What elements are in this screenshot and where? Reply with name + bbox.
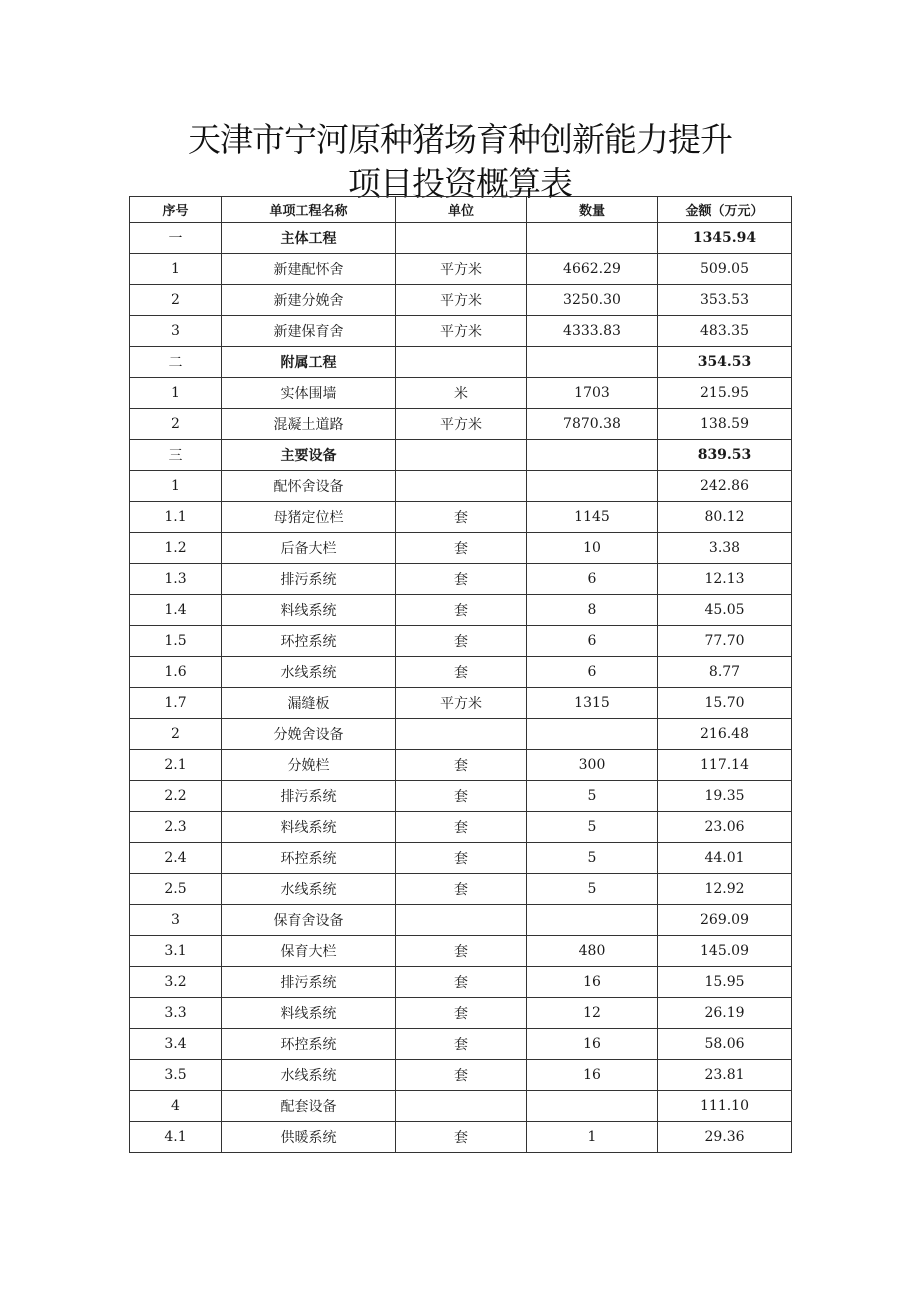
row-quantity: 1703 <box>527 378 658 409</box>
row-unit <box>396 471 527 502</box>
table-row <box>130 688 792 719</box>
row-item-name: 主要设备 <box>222 440 396 471</box>
header-unit: 单位 <box>396 197 527 223</box>
row-item-name: 环控系统 <box>222 1029 396 1060</box>
row-item-name: 分娩舍设备 <box>222 719 396 750</box>
row-item-name: 实体围墙 <box>222 378 396 409</box>
table-row <box>130 533 792 564</box>
row-quantity <box>527 347 658 378</box>
row-quantity: 480 <box>527 936 658 967</box>
row-amount: 111.10 <box>658 1091 792 1122</box>
row-serial: 1.1 <box>130 502 222 533</box>
row-item-name: 水线系统 <box>222 657 396 688</box>
row-serial: 1 <box>130 378 222 409</box>
row-amount: 26.19 <box>658 998 792 1029</box>
row-quantity: 16 <box>527 967 658 998</box>
row-serial: 3.4 <box>130 1029 222 1060</box>
row-unit: 套 <box>396 595 527 626</box>
table-row <box>130 936 792 967</box>
table-row <box>130 967 792 998</box>
row-item-name: 保育大栏 <box>222 936 396 967</box>
header-quantity: 数量 <box>527 197 658 223</box>
row-quantity <box>527 223 658 254</box>
row-quantity: 4662.29 <box>527 254 658 285</box>
row-amount: 483.35 <box>658 316 792 347</box>
row-quantity: 10 <box>527 533 658 564</box>
table-row <box>130 812 792 843</box>
row-serial: 2.1 <box>130 750 222 781</box>
row-serial: 2 <box>130 285 222 316</box>
table-row <box>130 874 792 905</box>
document-title-line2: 项目投资概算表 <box>348 164 572 203</box>
row-unit: 套 <box>396 998 527 1029</box>
table-row <box>130 347 792 378</box>
row-amount: 19.35 <box>658 781 792 812</box>
row-unit: 平方米 <box>396 285 527 316</box>
row-unit: 套 <box>396 1060 527 1091</box>
table-row <box>130 998 792 1029</box>
table-row <box>130 316 792 347</box>
row-quantity: 3250.30 <box>527 285 658 316</box>
row-item-name: 新建分娩舍 <box>222 285 396 316</box>
row-serial: 3.2 <box>130 967 222 998</box>
header-amount: 金额（万元） <box>658 197 792 223</box>
row-serial: 三 <box>130 440 222 471</box>
header-serial: 序号 <box>130 197 222 223</box>
header-item-name: 单项工程名称 <box>222 197 396 223</box>
row-item-name: 配怀舍设备 <box>222 471 396 502</box>
row-amount: 242.86 <box>658 471 792 502</box>
row-serial: 二 <box>130 347 222 378</box>
row-item-name: 料线系统 <box>222 595 396 626</box>
row-serial: 2.2 <box>130 781 222 812</box>
row-item-name: 新建配怀舍 <box>222 254 396 285</box>
table-body <box>130 223 792 1153</box>
row-amount: 15.70 <box>658 688 792 719</box>
row-serial: 4.1 <box>130 1122 222 1153</box>
row-serial: 1.4 <box>130 595 222 626</box>
row-unit <box>396 223 527 254</box>
row-amount: 1345.94 <box>658 223 792 254</box>
row-amount: 117.14 <box>658 750 792 781</box>
row-quantity: 6 <box>527 657 658 688</box>
row-item-name: 主体工程 <box>222 223 396 254</box>
row-serial: 1.5 <box>130 626 222 657</box>
row-quantity: 7870.38 <box>527 409 658 440</box>
row-amount: 353.53 <box>658 285 792 316</box>
row-serial: 2.4 <box>130 843 222 874</box>
table-row <box>130 626 792 657</box>
row-unit: 套 <box>396 874 527 905</box>
table-row <box>130 378 792 409</box>
row-unit: 平方米 <box>396 254 527 285</box>
row-serial: 1 <box>130 471 222 502</box>
row-unit <box>396 440 527 471</box>
table-row <box>130 657 792 688</box>
row-item-name: 漏缝板 <box>222 688 396 719</box>
row-item-name: 分娩栏 <box>222 750 396 781</box>
row-quantity <box>527 471 658 502</box>
row-quantity <box>527 719 658 750</box>
row-unit: 套 <box>396 812 527 843</box>
row-amount: 839.53 <box>658 440 792 471</box>
row-unit: 平方米 <box>396 688 527 719</box>
row-unit: 套 <box>396 502 527 533</box>
row-item-name: 附属工程 <box>222 347 396 378</box>
row-quantity: 5 <box>527 781 658 812</box>
row-quantity: 1315 <box>527 688 658 719</box>
row-quantity: 8 <box>527 595 658 626</box>
row-item-name: 环控系统 <box>222 626 396 657</box>
row-amount: 145.09 <box>658 936 792 967</box>
row-unit: 套 <box>396 657 527 688</box>
row-serial: 1.6 <box>130 657 222 688</box>
row-item-name: 保育舍设备 <box>222 905 396 936</box>
row-serial: 3.1 <box>130 936 222 967</box>
table-row <box>130 905 792 936</box>
row-amount: 23.81 <box>658 1060 792 1091</box>
row-quantity: 5 <box>527 843 658 874</box>
row-quantity: 6 <box>527 626 658 657</box>
row-item-name: 排污系统 <box>222 781 396 812</box>
row-serial: 2 <box>130 409 222 440</box>
table-row <box>130 471 792 502</box>
row-item-name: 排污系统 <box>222 967 396 998</box>
row-amount: 215.95 <box>658 378 792 409</box>
row-item-name: 水线系统 <box>222 1060 396 1091</box>
row-unit: 套 <box>396 626 527 657</box>
row-unit: 套 <box>396 843 527 874</box>
row-quantity: 16 <box>527 1029 658 1060</box>
row-unit <box>396 347 527 378</box>
row-quantity: 6 <box>527 564 658 595</box>
row-unit: 套 <box>396 781 527 812</box>
row-amount: 80.12 <box>658 502 792 533</box>
row-amount: 23.06 <box>658 812 792 843</box>
row-amount: 29.36 <box>658 1122 792 1153</box>
investment-budget-table <box>129 196 792 1153</box>
row-serial: 1.2 <box>130 533 222 564</box>
row-unit: 套 <box>396 750 527 781</box>
table-row <box>130 564 792 595</box>
row-serial: 3.3 <box>130 998 222 1029</box>
row-quantity: 300 <box>527 750 658 781</box>
row-amount: 3.38 <box>658 533 792 564</box>
table-row <box>130 781 792 812</box>
row-quantity: 1145 <box>527 502 658 533</box>
row-serial: 1.3 <box>130 564 222 595</box>
table-row <box>130 1060 792 1091</box>
table-row <box>130 1122 792 1153</box>
row-item-name: 料线系统 <box>222 998 396 1029</box>
row-amount: 12.92 <box>658 874 792 905</box>
table-row <box>130 254 792 285</box>
row-amount: 77.70 <box>658 626 792 657</box>
table-row <box>130 843 792 874</box>
row-serial: 3 <box>130 316 222 347</box>
row-serial: 1 <box>130 254 222 285</box>
table-row <box>130 285 792 316</box>
row-serial: 1.7 <box>130 688 222 719</box>
table-row <box>130 409 792 440</box>
table-row <box>130 1091 792 1122</box>
row-quantity: 12 <box>527 998 658 1029</box>
row-quantity: 5 <box>527 874 658 905</box>
row-amount: 216.48 <box>658 719 792 750</box>
row-amount: 8.77 <box>658 657 792 688</box>
row-item-name: 水线系统 <box>222 874 396 905</box>
row-quantity <box>527 905 658 936</box>
row-unit: 套 <box>396 1122 527 1153</box>
row-unit <box>396 719 527 750</box>
document-title-line1: 天津市宁河原种猪场育种创新能力提升 <box>188 120 732 159</box>
row-unit: 套 <box>396 1029 527 1060</box>
row-unit: 平方米 <box>396 409 527 440</box>
row-quantity <box>527 1091 658 1122</box>
row-amount: 138.59 <box>658 409 792 440</box>
row-item-name: 排污系统 <box>222 564 396 595</box>
row-item-name: 供暖系统 <box>222 1122 396 1153</box>
table-row <box>130 440 792 471</box>
row-quantity: 16 <box>527 1060 658 1091</box>
row-item-name: 后备大栏 <box>222 533 396 564</box>
row-amount: 44.01 <box>658 843 792 874</box>
table-row <box>130 1029 792 1060</box>
row-item-name: 料线系统 <box>222 812 396 843</box>
row-amount: 509.05 <box>658 254 792 285</box>
row-serial: 2 <box>130 719 222 750</box>
row-unit: 套 <box>396 936 527 967</box>
row-quantity: 4333.83 <box>527 316 658 347</box>
row-serial: 4 <box>130 1091 222 1122</box>
row-item-name: 配套设备 <box>222 1091 396 1122</box>
row-quantity <box>527 440 658 471</box>
row-amount: 15.95 <box>658 967 792 998</box>
row-serial: 2.5 <box>130 874 222 905</box>
row-item-name: 母猪定位栏 <box>222 502 396 533</box>
row-serial: 3.5 <box>130 1060 222 1091</box>
row-unit: 平方米 <box>396 316 527 347</box>
row-unit: 套 <box>396 533 527 564</box>
row-unit <box>396 1091 527 1122</box>
row-serial: 2.3 <box>130 812 222 843</box>
row-amount: 45.05 <box>658 595 792 626</box>
row-amount: 354.53 <box>658 347 792 378</box>
row-item-name: 环控系统 <box>222 843 396 874</box>
table-row <box>130 502 792 533</box>
row-quantity: 1 <box>527 1122 658 1153</box>
row-item-name: 混凝土道路 <box>222 409 396 440</box>
row-quantity: 5 <box>527 812 658 843</box>
row-unit: 套 <box>396 967 527 998</box>
row-amount: 12.13 <box>658 564 792 595</box>
table-row <box>130 719 792 750</box>
row-serial: 一 <box>130 223 222 254</box>
row-unit: 套 <box>396 564 527 595</box>
row-unit: 米 <box>396 378 527 409</box>
row-serial: 3 <box>130 905 222 936</box>
row-unit <box>396 905 527 936</box>
row-item-name: 新建保育舍 <box>222 316 396 347</box>
table-header-row <box>130 197 792 223</box>
row-amount: 269.09 <box>658 905 792 936</box>
table-row <box>130 223 792 254</box>
table-row <box>130 595 792 626</box>
row-amount: 58.06 <box>658 1029 792 1060</box>
table-row <box>130 750 792 781</box>
